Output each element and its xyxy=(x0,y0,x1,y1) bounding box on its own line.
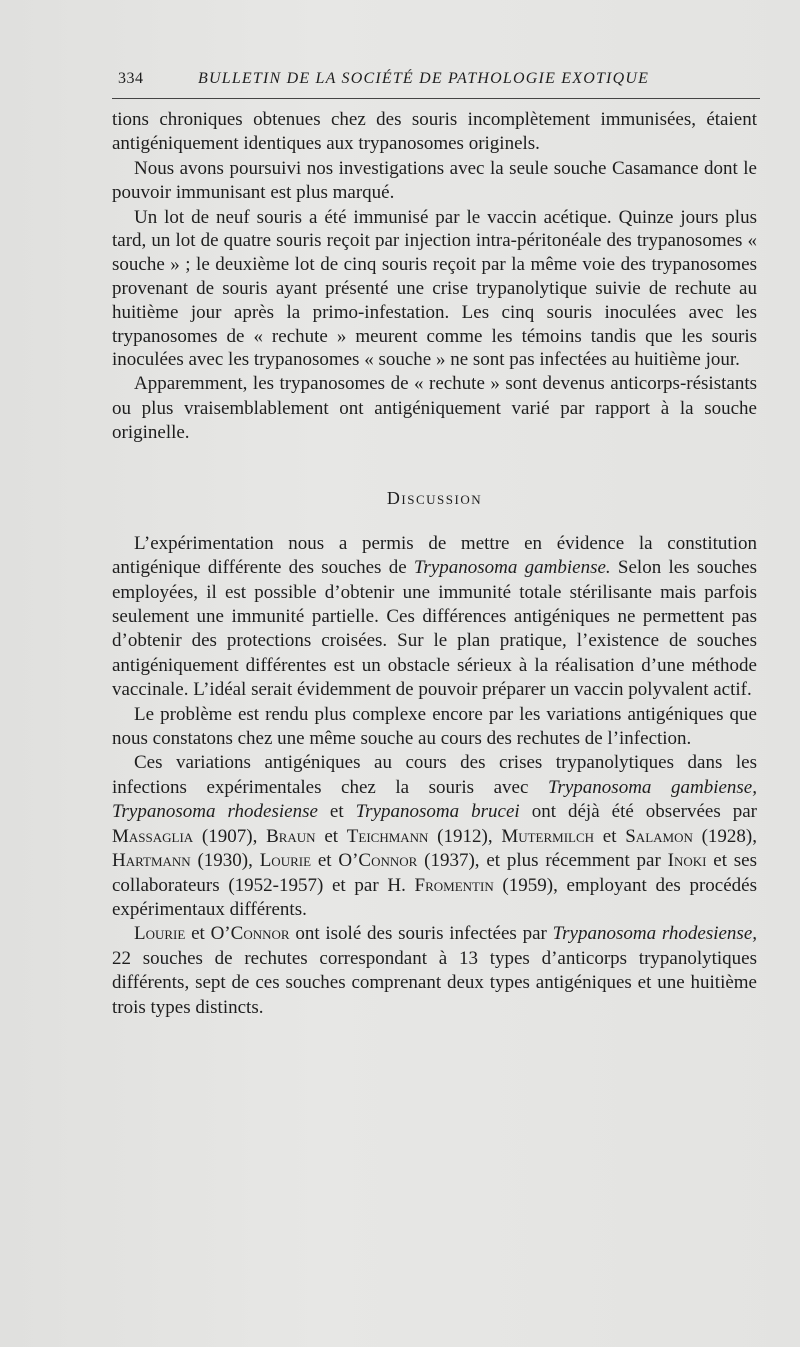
paragraph-investigations: Nous avons poursuivi nos investigations avec la seule souche Casamance dont le pouvoir immunisant est plus marqué. xyxy=(112,157,757,204)
text-run: Ces variations antigéniques au cours des crises trypanolytiques dans les infections expérimentales chez la souris avec xyxy=(112,752,757,798)
header-rule xyxy=(112,98,760,99)
paragraph-experimentation xyxy=(112,532,757,703)
text-run: 22 souches de rechutes correspondant à 13 types d’anticorps trypanolytiques différents, sept de ces souches comprenant deux types antigéniques et une huitième trois types distincts. xyxy=(112,947,757,1018)
paragraph-lourie xyxy=(112,922,757,1020)
author-name: Lourie xyxy=(259,850,312,872)
author-name: Massaglia xyxy=(112,825,194,847)
text-run: L’expérimentation nous a permis de mettre en évidence la constitution antigénique différente des souches de xyxy=(112,532,757,579)
author-name: Hartmann xyxy=(112,850,191,872)
author-name: Lourie xyxy=(134,923,186,945)
text-run: (1959), employant des procédés expérimentaux différents. xyxy=(112,874,757,920)
author-name: Braun xyxy=(266,825,316,847)
body-text xyxy=(112,108,757,1020)
species-name: Trypanosoma rhodesiense, xyxy=(552,923,758,945)
text-run: et ses collaborateurs (1952-1957) et par H. xyxy=(112,850,758,896)
author-name: Mutermilch xyxy=(501,825,595,847)
author-name: Teichmann xyxy=(346,825,429,847)
species-name: Trypanosoma brucei xyxy=(355,801,520,823)
author-name: Connor xyxy=(230,923,290,945)
text-run: et O’ xyxy=(185,923,231,945)
page-number: 334 xyxy=(118,70,144,87)
journal-title: BULLETIN DE LA SOCIÉTÉ DE PATHOLOGIE EXOTIQUE xyxy=(198,70,650,87)
text-run: et O’ xyxy=(311,850,359,872)
text-run: et xyxy=(594,825,626,847)
paragraph-variations xyxy=(112,751,757,922)
species-name: Trypanosoma gambiense, Trypanosoma rhodesiense xyxy=(112,776,757,823)
author-name: Fromentin xyxy=(414,874,494,896)
author-name: Inoki xyxy=(667,850,707,872)
running-header xyxy=(118,70,758,88)
author-name: Salamon xyxy=(625,825,693,847)
text-run: (1928), xyxy=(692,825,757,847)
text-run: (1907), xyxy=(193,825,267,847)
species-name: Trypanosoma gambiense. xyxy=(413,557,611,579)
text-run: ont déjà été observées par xyxy=(519,801,757,823)
section-heading-discussion: Discussion xyxy=(386,488,483,509)
paragraph-continuation: tions chroniques obtenues chez des souris incomplètement immunisées, étaient antigéniquement identiques aux trypanosomes originels. xyxy=(112,109,757,155)
text-run: (1937), et plus récemment par xyxy=(417,850,668,872)
text-run: (1912), xyxy=(428,825,502,847)
text-run: ont isolé des souris infectées par xyxy=(289,923,553,945)
paragraph-apparently: Apparemment, les trypanosomes de « rechute » sont devenus anticorps-résistants ou plus vraisemblablement ont antigéniquement varié par rapport à la souche originelle. xyxy=(112,373,757,444)
text-run: (1930), xyxy=(190,850,260,872)
paragraph-experiment: Un lot de neuf souris a été immunisé par le vaccin acétique. Quinze jours plus tard, un lot de quatre souris reçoit par injection intra-péritonéale des trypanosomes « souche » ; le deuxième lot de cinq souris reçoit par la même voie des trypanosomes provenant de souris ayant présenté une crise trypanolytique suivie de rechute au huitième jour après la primo-infestation. Les cinq souris inoculées avec les trypanosomes de « rechute » meurent comme les témoins tandis que les souris inoculées avec les trypanosomes « souche » ne sont pas infectées au huitième jour. xyxy=(112,206,757,371)
author-name: Connor xyxy=(358,850,418,872)
paragraph-problem: Le problème est rendu plus complexe encore par les variations antigéniques que nous constatons chez une même souche au cours des rechutes de l’infection. xyxy=(112,703,757,750)
text-run: Selon les souches employées, il est possible d’obtenir une immunité totale stérilisante mais parfois seulement une immunité partielle. Ces différences antigéniques ne permettent pas d’obtenir des protections croisées. Sur le plan pratique, l’existence de souches antigéniquement différentes est un obstacle sérieux à la réalisation d’une méthode vaccinale. L’idéal serait évidemment de pouvoir préparer un vaccin polyvalent actif. xyxy=(112,557,758,701)
text-run: et xyxy=(317,801,356,823)
text-run: et xyxy=(315,825,347,847)
